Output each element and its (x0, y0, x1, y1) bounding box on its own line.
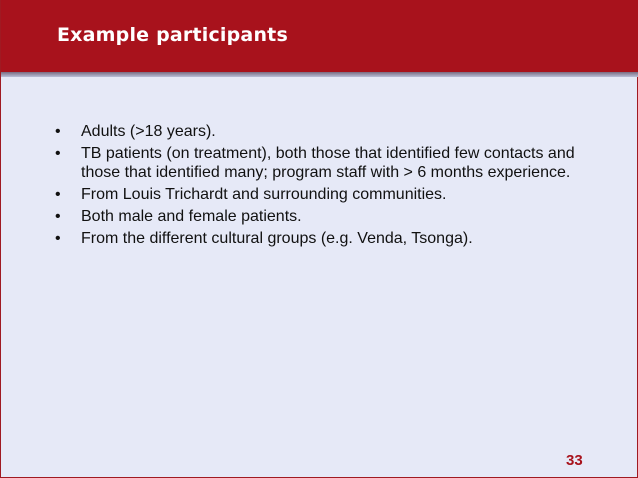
bullet-marker-icon: • (55, 186, 61, 203)
bullet-item-location (55, 185, 575, 204)
bullet-text: From the different cultural groups (e.g. Venda, Tsonga). (81, 230, 473, 247)
bullet-text: TB patients (on treatment), both those that identified few contacts and those that identified many; program staff with > 6 months experience. (81, 145, 575, 181)
bullet-text: From Louis Trichardt and surrounding communities. (81, 186, 447, 203)
page-number: 33 (566, 452, 583, 469)
bullet-item-gender (55, 207, 575, 226)
title-bar (1, 0, 638, 72)
bullet-text: Adults (>18 years). (81, 123, 216, 140)
bullet-marker-icon: • (55, 208, 61, 225)
bullet-item-tb-patients (55, 144, 575, 182)
slide-title: Example participants (57, 24, 288, 46)
title-bar-divider (1, 72, 638, 77)
bullet-marker-icon: • (55, 123, 61, 140)
bullet-item-cultural-groups (55, 229, 575, 248)
bullet-item-adults (55, 122, 575, 141)
bullet-marker-icon: • (55, 230, 61, 247)
bullet-marker-icon: • (55, 145, 61, 162)
bullet-text: Both male and female patients. (81, 208, 302, 225)
bullet-list (55, 122, 575, 251)
